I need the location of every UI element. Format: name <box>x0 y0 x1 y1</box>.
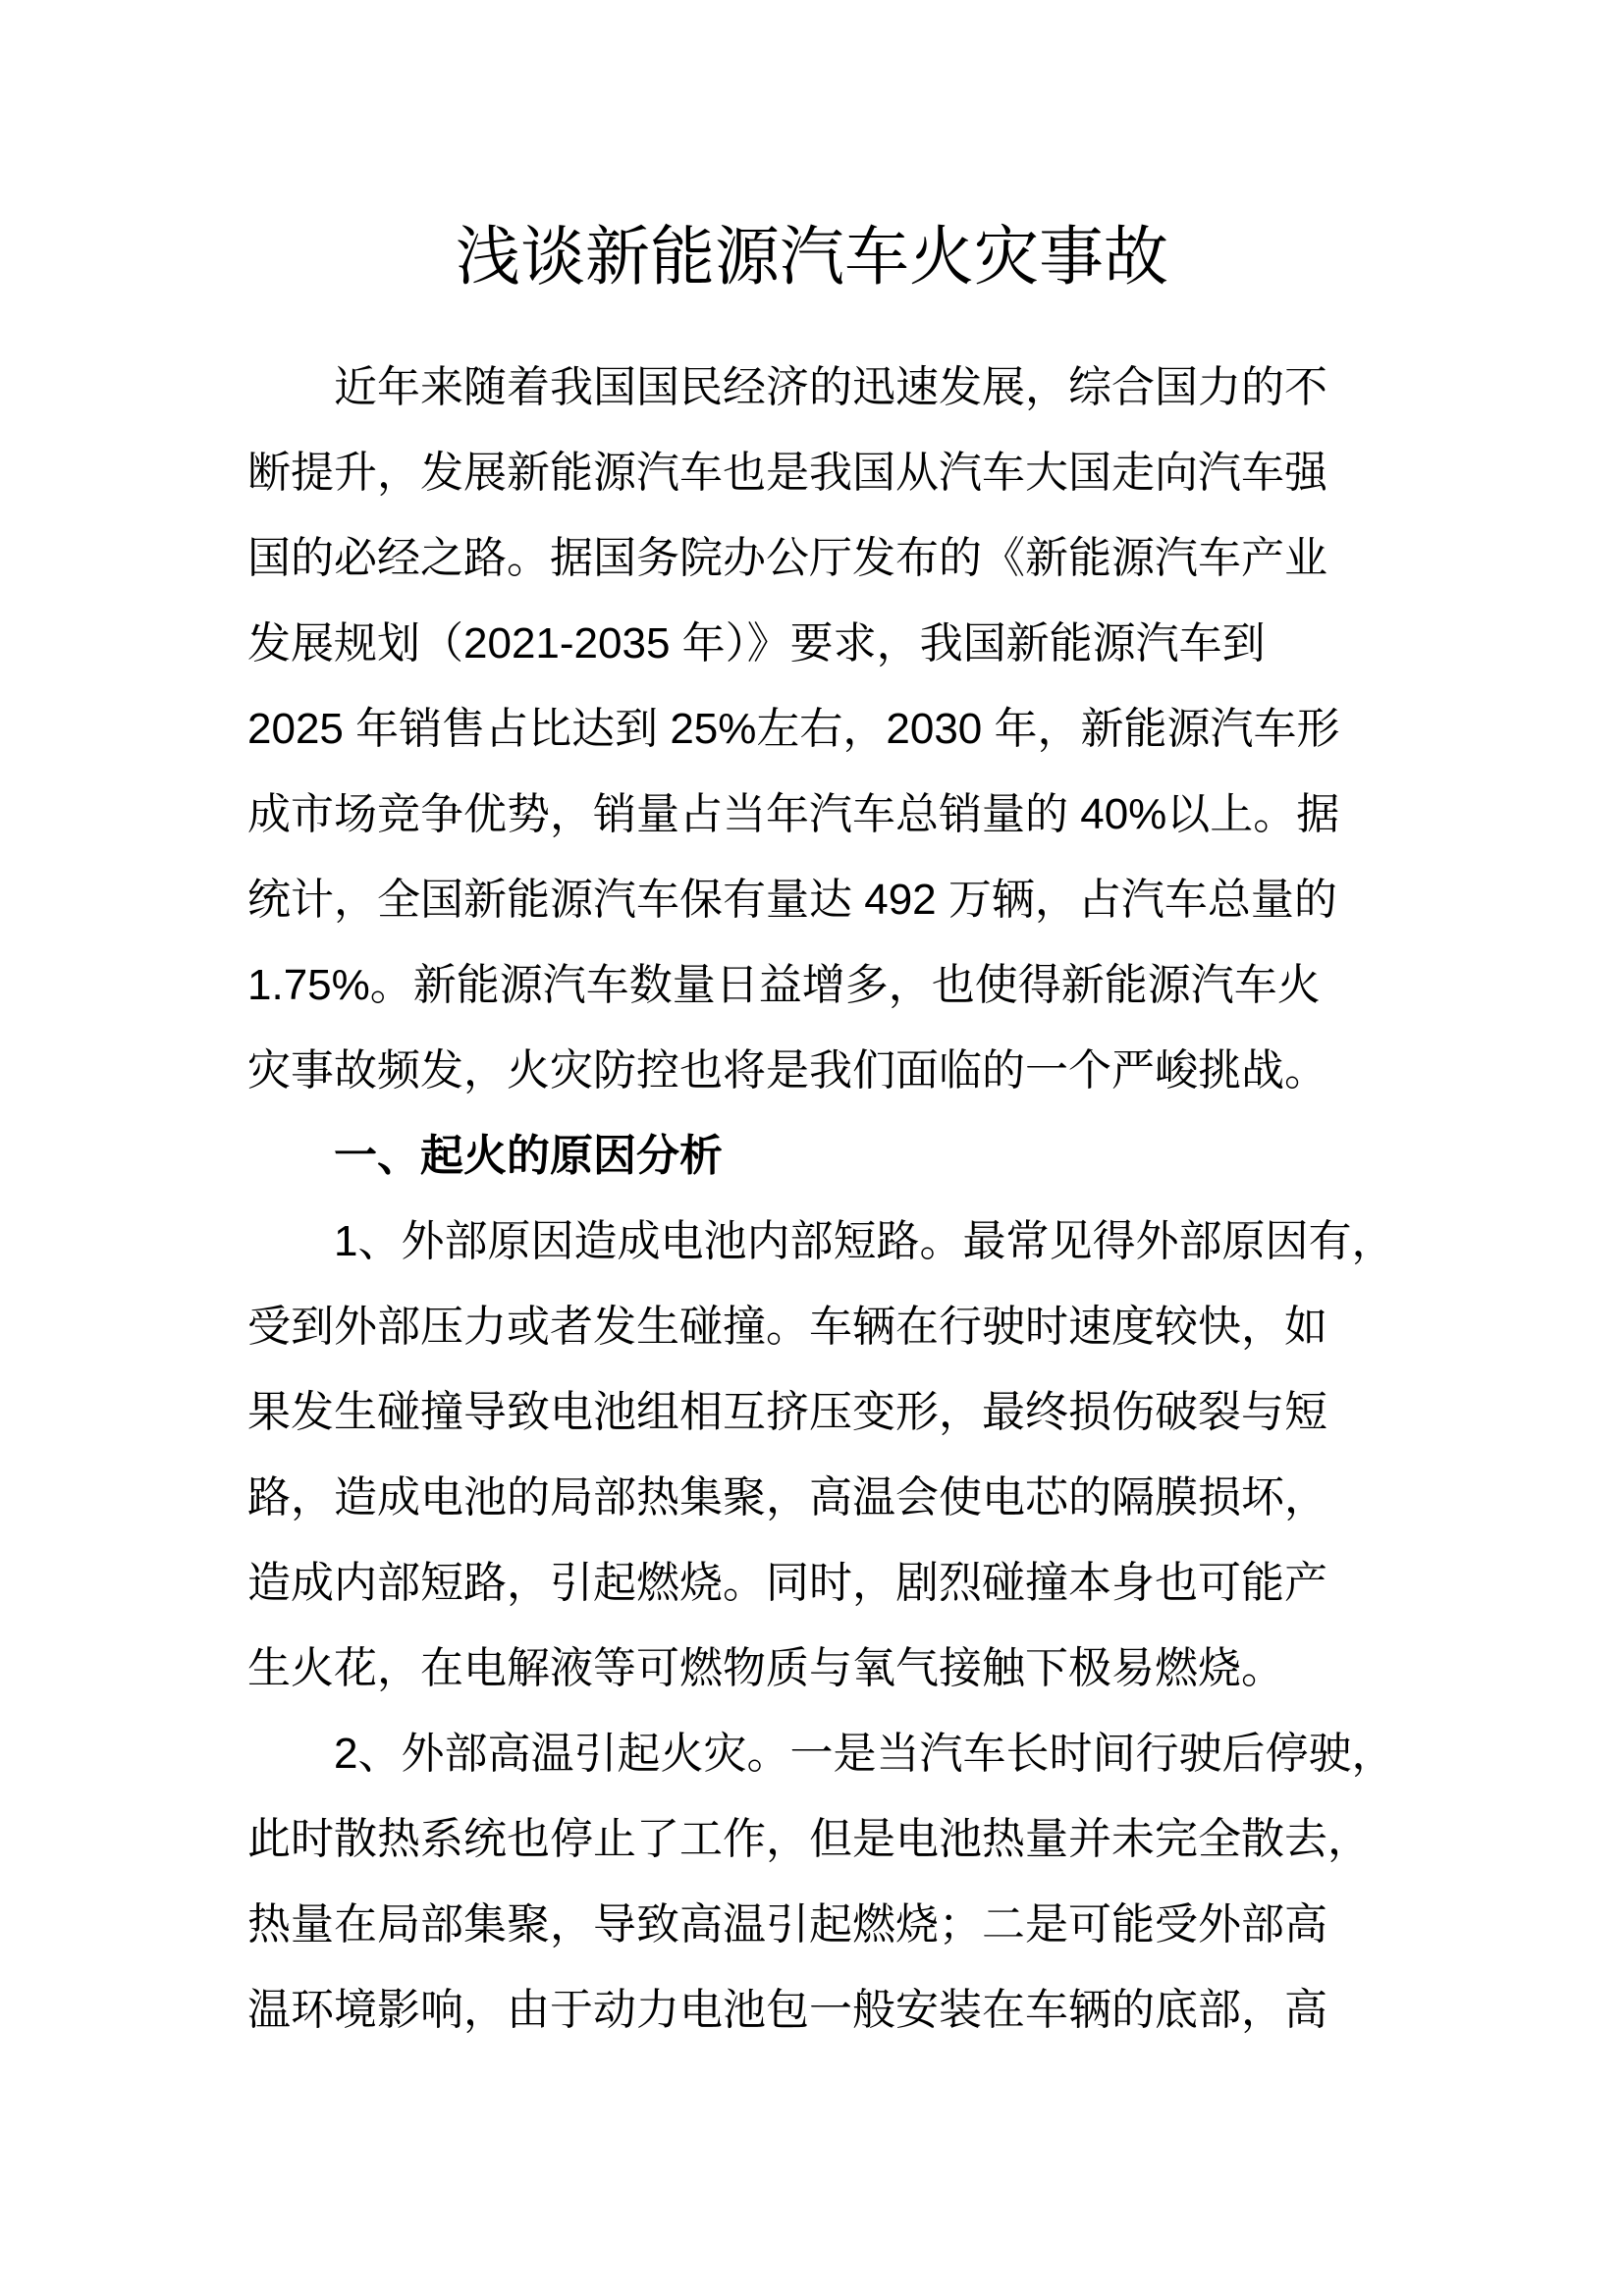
text-line: 造成内部短路，引起燃烧。同时，剧烈碰撞本身也可能产 <box>247 1559 1327 1607</box>
text-line: 1.75%。新能源汽车数量日益增多，也使得新能源汽车火 <box>247 961 1321 1009</box>
text-line: 发展规划（2021-2035 年）》要求，我国新能源汽车到 <box>247 619 1266 667</box>
text-line: 断提升，发展新能源汽车也是我国从汽车大国走向汽车强 <box>247 449 1327 497</box>
text-line: 受到外部压力或者发生碰撞。车辆在行驶时速度较快，如 <box>247 1303 1327 1351</box>
text-line: 温环境影响，由于动力电池包一般安装在车辆的底部，高 <box>247 1986 1327 2034</box>
text-line: 2025 年销售占比达到 25%左右，2030 年，新能源汽车形 <box>247 705 1340 753</box>
text-line: 热量在局部集聚，导致高温引起燃烧；二是可能受外部高 <box>247 1900 1327 1949</box>
text-line: 生火花，在电解液等可燃物质与氧气接触下极易燃烧。 <box>247 1644 1284 1692</box>
document-content <box>247 0 1395 2053</box>
document-body <box>247 345 1395 2053</box>
text-line: 成市场竞争优势，销量占当年汽车总销量的 40%以上。据 <box>247 790 1340 838</box>
text-line: 1、外部原因造成电池内部短路。最常见得外部原因有， <box>334 1217 1395 1265</box>
document-title: 浅谈新能源汽车火灾事故 <box>456 220 1168 293</box>
text-line: 统计，全国新能源汽车保有量达 492 万辆，占汽车总量的 <box>247 876 1337 924</box>
text-line: 国的必经之路。据国务院办公厅发布的《新能源汽车产业 <box>247 534 1327 582</box>
text-line: 路，造成电池的局部热集聚，高温会使电芯的隔膜损坏， <box>247 1473 1327 1522</box>
section-heading: 一、起火的原因分析 <box>334 1132 723 1180</box>
text-line: 灾事故频发，火灾防控也将是我们面临的一个严峻挑战。 <box>247 1046 1327 1095</box>
text-line: 果发生碰撞导致电池组相互挤压变形，最终损伤破裂与短 <box>247 1388 1327 1436</box>
text-line: 近年来随着我国国民经济的迅速发展，综合国力的不 <box>334 363 1327 411</box>
text-line: 此时散热系统也停止了工作，但是电池热量并未完全散去， <box>247 1815 1371 1863</box>
text-line: 2、外部高温引起火灾。一是当汽车长时间行驶后停驶， <box>334 1730 1395 1778</box>
